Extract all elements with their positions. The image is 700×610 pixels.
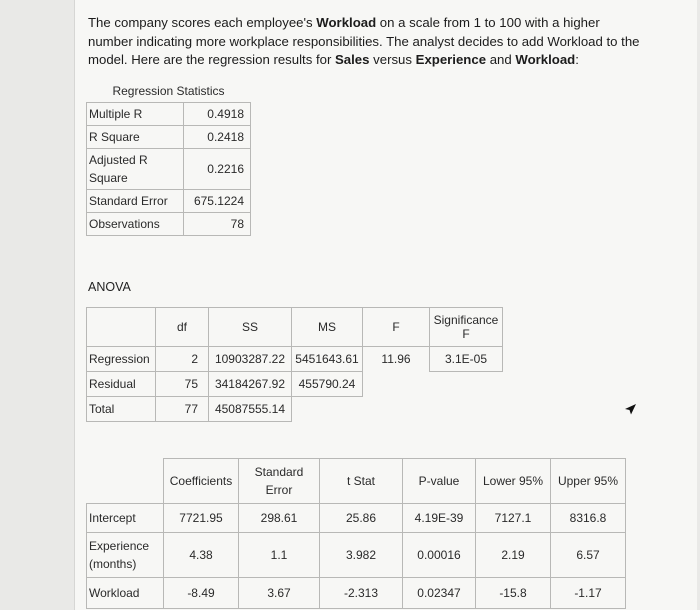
table-cell: 3.982 (320, 533, 403, 578)
table-cell: Workload (87, 578, 164, 609)
stat-value: 0.2216 (184, 149, 251, 190)
column-header: P-value (403, 459, 476, 504)
column-header: df (156, 308, 209, 347)
table-cell: 34184267.92 (209, 372, 292, 397)
table-cell: -15.8 (476, 578, 551, 609)
intro-text-5: : (575, 52, 579, 67)
table-cell: 45087555.14 (209, 397, 292, 422)
intro-bold-workload: Workload (316, 15, 377, 30)
table-cell (430, 372, 503, 397)
table-row (87, 347, 503, 372)
intro-text-1: The company scores each employee's (88, 15, 317, 30)
table-row (87, 190, 251, 213)
table-row (87, 372, 503, 397)
table-cell: 11.96 (381, 352, 411, 367)
stat-value: 78 (184, 213, 251, 236)
stat-label: Observations (87, 213, 184, 236)
table-cell: 0.02347 (403, 578, 476, 609)
table-cell: Residual (87, 372, 156, 397)
anova-table (86, 307, 503, 422)
column-header: Coefficients (164, 459, 239, 504)
intro-bold-experience: Experience (415, 52, 487, 67)
column-header: Lower 95% (476, 459, 551, 504)
intro-bold-sales: Sales (335, 52, 370, 67)
coefficients-table (86, 458, 626, 609)
column-header: Significance F (430, 308, 503, 347)
table-row (87, 533, 626, 578)
table-header-row (87, 308, 503, 347)
table-row (87, 578, 626, 609)
table-cell: 2 (156, 347, 209, 372)
table-cell: 455790.24 (292, 372, 363, 397)
intro-paragraph (88, 14, 648, 70)
anova-heading: ANOVA (88, 280, 131, 294)
table-cell: 6.57 (551, 533, 626, 578)
column-header: Standard Error (239, 459, 320, 504)
table-cell: -1.17 (551, 578, 626, 609)
table-cell (363, 397, 430, 422)
column-header: SS (209, 308, 292, 347)
table-row (87, 397, 503, 422)
table-cell: 4.38 (164, 533, 239, 578)
column-header (87, 459, 164, 504)
stat-label: Multiple R (87, 103, 184, 126)
table-cell: 75 (156, 372, 209, 397)
table-cell: 4.19E-39 (403, 504, 476, 533)
table-row (87, 103, 251, 126)
table-cell: 2.19 (476, 533, 551, 578)
stat-label: Standard Error (87, 190, 184, 213)
stat-value: 0.2418 (184, 126, 251, 149)
column-header: MS (292, 308, 363, 347)
stat-label: R Square (87, 126, 184, 149)
table-cell: 0.00016 (403, 533, 476, 578)
table-cell: 298.61 (239, 504, 320, 533)
table-cell (430, 397, 503, 422)
table-cell: 3.1E-05 (430, 347, 503, 372)
table-row (87, 126, 251, 149)
intro-text-3: versus (369, 52, 416, 67)
table-cell: 7721.95 (164, 504, 239, 533)
column-header: t Stat (320, 459, 403, 504)
table-row (87, 149, 251, 190)
table-cell: 3.67 (239, 578, 320, 609)
table-cell: 10903287.22 (209, 347, 292, 372)
column-header: F (363, 308, 430, 347)
column-header (87, 308, 156, 347)
table-row (87, 504, 626, 533)
column-header: Upper 95% (551, 459, 626, 504)
intro-text-4: and (486, 52, 516, 67)
stat-label: Adjusted R Square (87, 149, 184, 190)
table-cell: 7127.1 (476, 504, 551, 533)
table-cell: Total (87, 397, 156, 422)
intro-text-2: on a scale from 1 to 100 with a higher number indicating more workplace responsibilities. The analyst decides to add Workload to the model. Here are the regression results for (88, 15, 640, 67)
table-cell: 77 (156, 397, 209, 422)
table-cell: 25.86 (320, 504, 403, 533)
table-cell: Regression (87, 347, 156, 372)
table-cell: Experience (months) (87, 533, 164, 578)
regression-statistics-table (86, 80, 251, 236)
stat-value: 0.4918 (184, 103, 251, 126)
table-cell: -8.49 (164, 578, 239, 609)
table-cell: 5451643.61 (292, 347, 363, 372)
stat-value: 675.1224 (184, 190, 251, 213)
table-cell: 8316.8 (551, 504, 626, 533)
table-cell: Intercept (87, 504, 164, 533)
table-cell: -2.313 (320, 578, 403, 609)
intro-bold-workload-2: Workload (515, 52, 576, 67)
table-cell (292, 397, 363, 422)
regression-statistics-title: Regression Statistics (112, 84, 225, 98)
table-header-row (87, 459, 626, 504)
table-cell (363, 372, 430, 397)
table-cell: 1.1 (239, 533, 320, 578)
table-row (87, 213, 251, 236)
mouse-cursor-icon (623, 402, 637, 416)
